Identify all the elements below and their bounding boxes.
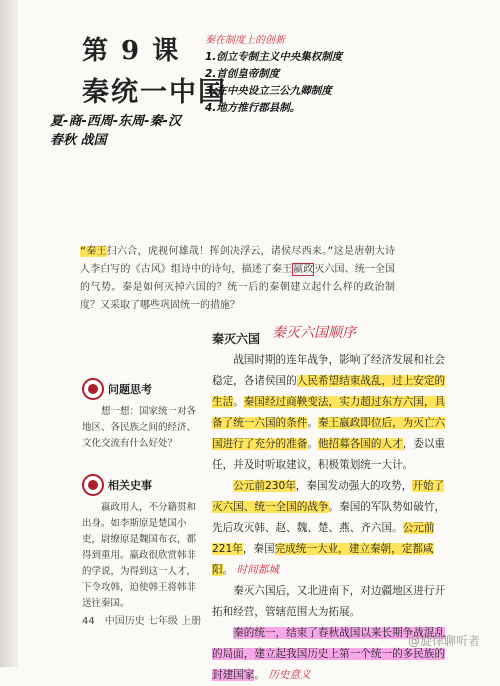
intro-text-1: 扫六合，虎视何雄哉！挥剑决浮云，诸侯尽西来。”这是唐朝大诗人李白写的《古风》组诗中的诗句，描述了秦王 [80, 246, 395, 275]
highlight-run: 秦王嬴政即位后，为灭亡六国进行了充分的准备 [212, 417, 446, 450]
section-heading: 秦灭六国 [212, 332, 261, 346]
handwritten-annotation: 时间都城 [236, 564, 279, 576]
text-run: 。 [222, 564, 234, 576]
notes-title: 秦在制度上的创新 [205, 35, 285, 46]
highlight-run: 他招募各国的人才 [317, 438, 403, 450]
highlight-run: 公元前221年 [212, 522, 435, 555]
highlight-run: 完成统一大业，建立秦朝，定都咸阳 [212, 543, 434, 576]
highlight-run: 人民希望结束战乱，过上安定的生活 [212, 375, 446, 408]
lesson-number: 第 9 课 [82, 36, 181, 66]
intro-paragraph [80, 243, 395, 315]
notes-item: 2.首创皇帝制度 [205, 68, 280, 80]
lesson-title: 秦统一中国 [82, 77, 227, 108]
handwritten-dynasty-line [50, 112, 240, 150]
main-paragraph [212, 476, 452, 581]
highlight-run: 开始了灭六国、统一全国的战争 [212, 480, 445, 513]
text-run: 。秦国的军队势如破竹，先后攻灭韩、赵、魏、楚、燕、齐六国。 [212, 501, 446, 534]
question-icon [82, 378, 104, 400]
text-run: ，委以重任，并及时听取建议，积极策划统一大计。 [212, 438, 446, 471]
page-spine [0, 0, 18, 667]
dynasty-line-2: 春秋 战国 [50, 133, 107, 148]
history-icon [82, 474, 104, 496]
text-run: 。 [307, 417, 318, 429]
main-paragraph [212, 581, 452, 623]
handwritten-annotation: 历史意义 [268, 669, 311, 681]
watermark: @旋律聊听者 [407, 634, 480, 648]
sidebar-history-title: 相关史事 [108, 479, 152, 492]
handwritten-notes [205, 32, 355, 117]
sidebar-question-text: 想一想：国家统一对各地区、各民族之间的经济、文化交流有什么好处？ [82, 406, 197, 449]
text-run: ，秦国发动强大的攻势， [295, 480, 413, 492]
intro-quote-highlight: “秦王 [80, 246, 107, 257]
text-run: 秦灭六国后，又北进南下，对边疆地区进行开拓和经营，管辖范围大为拓展。 [212, 585, 446, 618]
main-paragraph [212, 350, 452, 476]
book-title: 中国历史 七年级 上册 [104, 616, 202, 627]
section-handwritten-note: 秦灭六国顺序 [272, 325, 356, 341]
text-run: ，秦国 [242, 543, 275, 555]
sidebar-history-text: 嬴政用人，不分籍贯和出身。如李斯原是楚国小吏，尉缭原是魏国布衣，都得到重用。嬴政很欣赏韩非的学说，为得到这一人才，下令攻韩，迫使韩王将韩非送往秦国。 [82, 502, 197, 609]
text-run: 。 [254, 669, 265, 681]
page-number: 44 [82, 616, 95, 627]
text-run: 。 [233, 396, 244, 408]
dynasty-line-1: 夏-商-西周-东周-秦-汉 [50, 114, 181, 129]
intro-name-boxed: 嬴政 [293, 264, 314, 275]
text-run: 。 [307, 438, 318, 450]
notes-item: 4.地方推行郡县制。 [205, 102, 301, 114]
sidebar-question-title: 问题思考 [108, 383, 152, 396]
page-footer [82, 612, 201, 627]
highlight-run: 秦国经过商鞅变法，实力超过东方六国，具备了统一六国的条件 [212, 396, 446, 429]
intro-text-2: 灭六国、统一全国的气势。秦是如何灭掉六国的？统一后的秦朝建立起什么样的政治制度？又采取了哪些巩固统一的措施？ [80, 264, 396, 311]
notes-item: 3.在中央设立三公九卿制度 [205, 85, 332, 97]
text-run: 战国时期的连年战争，影响了经济发展和社会稳定，各诸侯国的 [212, 354, 446, 387]
pink-highlight-run: 秦的统一，结束了春秋战国以来长期争战混乱的局面，建立起我国历史上第一个统一的多民族的封建国家 [212, 627, 446, 681]
highlight-run: 公元前230年 [233, 480, 296, 492]
notes-item: 1.创立专制主义中央集权制度 [205, 51, 343, 63]
